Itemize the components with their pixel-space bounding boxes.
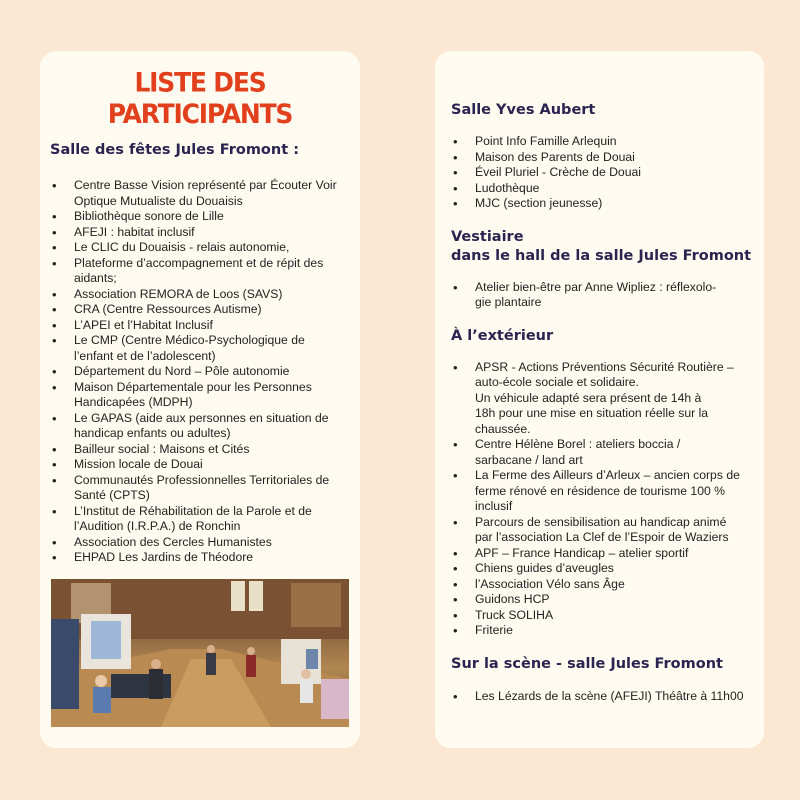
section-heading-line: Salle Yves Aubert xyxy=(451,102,596,118)
list-item-line: sarbacane / land art xyxy=(475,452,583,467)
list-item-line: • Centre Basse Vision représenté par Écouter Voir xyxy=(74,178,337,192)
list-item xyxy=(451,468,752,515)
list-item-line: par l’association La Clef de l’Espoir de Waziers xyxy=(475,530,729,544)
list-item-line: • Bailleur social : Maisons et Cités xyxy=(74,441,250,456)
list-item-line: • Parcours de sensibilisation au handicap animé xyxy=(475,514,727,529)
participants-card-right xyxy=(435,51,764,748)
section-heading xyxy=(451,327,752,346)
section-heading-line: dans le hall de la salle Jules Fromont xyxy=(451,247,752,264)
section-heading-line: Vestiaire xyxy=(451,228,524,245)
participants-list-salle-des-fetes xyxy=(50,178,350,566)
list-item-line: • Point Info Famille Arlequin xyxy=(475,134,617,148)
list-item xyxy=(50,380,350,411)
list-item-line: ferme rénové en résidence de tourisme 100 % xyxy=(475,483,725,498)
list-item-line: Un véhicule adapté sera présent de 14h à xyxy=(475,390,702,405)
list-item-line: • Bibliothèque sonore de Lille xyxy=(74,209,224,223)
page-title: LISTE DES PARTICIPANTS xyxy=(107,66,293,130)
list-item-line: • Maison Départementale pour les Personnes xyxy=(74,379,312,394)
list-item-line: • Ludothèque xyxy=(475,180,540,195)
list-item-line: Optique Mutualiste du Douaisis xyxy=(74,193,243,208)
list-item-line: gie plantaire xyxy=(475,295,542,309)
list-item-line: • Guidons HCP xyxy=(475,592,550,606)
list-item-line: inclusif xyxy=(475,499,513,513)
list-item-line: • Le GAPAS (aide aux personnes en situation de xyxy=(74,410,329,425)
list-item xyxy=(50,535,350,551)
list-item xyxy=(50,333,350,364)
list-item-line: l’enfant et de l’adolescent) xyxy=(74,348,216,363)
list-item xyxy=(451,360,752,438)
list-item xyxy=(50,209,350,225)
list-item-line: • l’Association Vélo sans Âge xyxy=(475,576,625,591)
list-item xyxy=(451,689,752,705)
section-scene xyxy=(451,655,752,705)
participants-list xyxy=(451,280,752,311)
list-item xyxy=(451,561,752,577)
list-item-line: • Association REMORA de Loos (SAVS) xyxy=(74,286,283,301)
list-item xyxy=(451,592,752,608)
list-item xyxy=(451,181,752,197)
list-item-line: • Chiens guides d’aveugles xyxy=(475,561,614,575)
list-item-line: auto-école sociale et solidaire. xyxy=(475,375,639,389)
list-item xyxy=(451,577,752,593)
list-item xyxy=(50,550,350,566)
section-heading xyxy=(451,655,752,674)
section-heading xyxy=(451,101,752,120)
list-item-line: • Les Lézards de la scène (AFEJI) Théâtre à 11h00 xyxy=(475,688,744,703)
list-item xyxy=(451,546,752,562)
list-item xyxy=(451,623,752,639)
section-heading xyxy=(451,228,752,266)
participants-list xyxy=(451,134,752,212)
list-item-line: • APF – France Handicap – atelier sportif xyxy=(475,545,689,560)
list-item-line: • Truck SOLIHA xyxy=(475,607,554,622)
section-salle-yves-aubert xyxy=(451,101,752,212)
participants-list xyxy=(451,360,752,639)
list-item-line: • Maison des Parents de Douai xyxy=(475,149,635,164)
list-item-line: • Le CLIC du Douaisis - relais autonomie, xyxy=(74,240,290,254)
list-item xyxy=(50,240,350,256)
list-item-line: • L’APEI et l’Habitat Inclusif xyxy=(74,317,213,332)
list-item xyxy=(451,150,752,166)
list-item xyxy=(50,302,350,318)
list-item-line: • APSR - Actions Préventions Sécurité Routière – xyxy=(475,359,734,374)
list-item-line: 18h pour une mise en situation réelle sur la xyxy=(475,406,709,420)
list-item xyxy=(50,442,350,458)
list-item-line: l’Audition (I.R.P.A.) de Ronchin xyxy=(74,519,241,533)
list-item-line: aidants; xyxy=(74,271,117,285)
list-item-line: • Centre Hélène Borel : ateliers boccia / xyxy=(475,437,681,451)
list-item-line: • L’Institut de Réhabilitation de la Parole et de xyxy=(74,503,312,518)
section-heading-salle-des-fetes: Salle des fêtes Jules Fromont : xyxy=(50,142,299,158)
list-item-line: • EHPAD Les Jardins de Théodore xyxy=(74,550,254,564)
list-item-line: • CRA (Centre Ressources Autisme) xyxy=(74,302,262,316)
list-item-line: • AFEJI : habitat inclusif xyxy=(74,224,195,239)
list-item xyxy=(451,134,752,150)
list-item-line: • Friterie xyxy=(475,623,513,637)
section-heading-line: À l’extérieur xyxy=(451,327,554,344)
section-vestiaire xyxy=(451,228,752,311)
list-item xyxy=(451,608,752,624)
list-item-line: • La Ferme des Ailleurs d’Arleux – ancien corps de xyxy=(475,468,740,482)
list-item xyxy=(50,256,350,287)
section-exterieur xyxy=(451,327,752,639)
list-item xyxy=(451,196,752,212)
list-item xyxy=(451,437,752,468)
list-item-line: • Atelier bien-être par Anne Wipliez : réflexolo- xyxy=(475,279,717,294)
list-item-line: • Plateforme d’accompagnement et de répit des xyxy=(74,255,324,270)
list-item xyxy=(50,411,350,442)
list-item-line: • Le CMP (Centre Médico-Psychologique de xyxy=(74,333,305,347)
list-item-line: • Département du Nord – Pôle autonomie xyxy=(74,364,290,378)
list-item xyxy=(451,515,752,546)
list-item-line: • MJC (section jeunesse) xyxy=(475,196,603,210)
list-item xyxy=(50,318,350,334)
participants-list xyxy=(451,689,752,705)
list-item xyxy=(50,364,350,380)
list-item-line: handicap enfants ou adultes) xyxy=(74,426,231,440)
list-item xyxy=(451,165,752,181)
list-item-line: • Association des Cercles Humanistes xyxy=(74,534,272,549)
section-heading-line: Sur la scène - salle Jules Fromont xyxy=(451,655,723,672)
list-item xyxy=(50,225,350,241)
list-item xyxy=(50,504,350,535)
list-item-line: Handicapées (MDPH) xyxy=(74,395,193,409)
list-item xyxy=(50,178,350,209)
list-item-line: Santé (CPTS) xyxy=(74,488,150,502)
list-item xyxy=(50,473,350,504)
right-sections xyxy=(451,101,752,704)
list-item xyxy=(50,457,350,473)
list-item-line: • Communautés Professionnelles Territoriales de xyxy=(74,472,330,487)
event-hall-photo xyxy=(51,579,349,727)
list-item-line: • Éveil Pluriel - Crèche de Douai xyxy=(475,165,641,179)
list-item-line: chaussée. xyxy=(475,421,531,436)
list-item xyxy=(50,287,350,303)
list-item xyxy=(451,280,752,311)
list-item-line: • Mission locale de Douai xyxy=(74,457,203,471)
